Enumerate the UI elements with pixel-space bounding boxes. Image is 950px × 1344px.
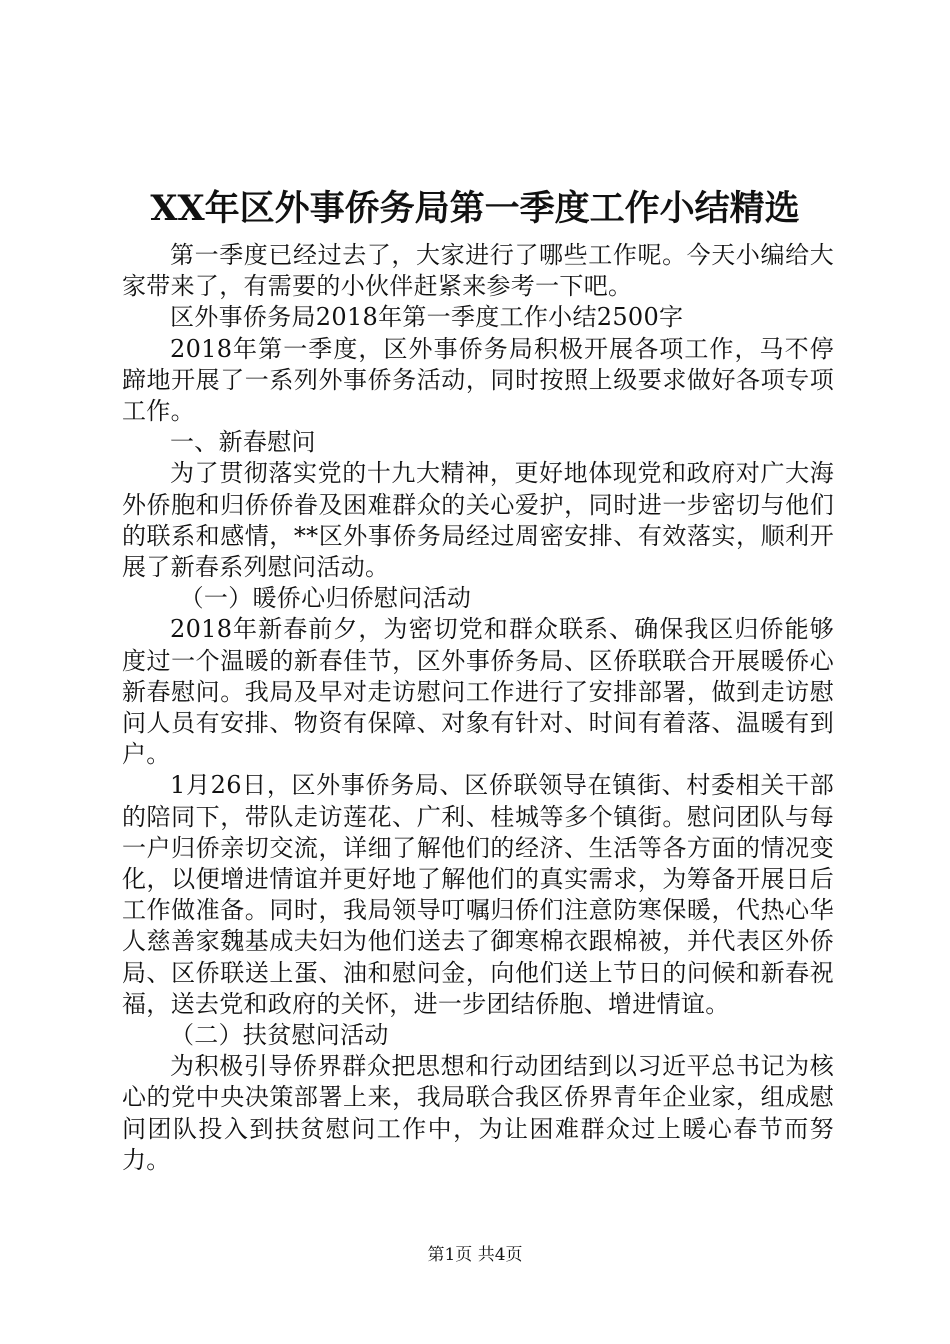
document-body [122,240,834,1176]
subsection-heading-1: （一）暖侨心归侨慰问活动 [179,584,472,613]
subsection-heading-2: （二）扶贫慰问活动 [170,1021,389,1050]
page-number-footer: 第1页 共4页 [427,1245,523,1265]
document-title: XX年区外事侨务局第一季度工作小结精选 [150,188,800,229]
section-heading-1: 一、新春慰问 [170,428,316,457]
paragraph-intro: 第一季度已经过去了，大家进行了哪些工作呢。今天小编给大家带来了，有需要的小伙伴赶紧来参考一下吧。 [122,241,834,301]
paragraph-subsection-2: 为积极引导侨界群众把思想和行动团结到以习近平总书记为核心的党中央决策部署上来，我局联合我区侨界青年企业家，组成慰问团队投入到扶贫慰问工作中，为让困难群众过上暖心春节而努力。 [122,1052,834,1174]
paragraph-section-1: 为了贯彻落实党的十九大精神，更好地体现党和政府对广大海外侨胞和归侨侨眷及困难群众的关心爱护，同时进一步密切与他们的联系和感情，**区外事侨务局经过周密安排、有效落实，顺利开展了新春系列慰问活动。 [122,459,834,582]
paragraph-subsection-1a: 2018年新春前夕，为密切党和群众联系、确保我区归侨能够度过一个温暖的新春佳节，区外事侨务局、区侨联联合开展暖侨心新春慰问。我局及早对走访慰问工作进行了安排部署，做到走访慰问人员有安排、物资有保障、对象有针对、时间有着落、温暖有到户。 [122,615,834,769]
paragraph-subsection-1b: 1月26日，区外事侨务局、区侨联领导在镇街、村委相关干部的陪同下，带队走访莲花、广利、桂城等多个镇街。慰问团队与每一户归侨亲切交流，详细了解他们的经济、生活等各方面的情况变化，以便增进情谊并更好地了解他们的真实需求，为筹备开展日后工作做准备。同时，我局领导叮嘱归侨们注意防寒保暖，代热心华人慈善家魏基成夫妇为他们送去了御寒棉衣跟棉被，并代表区外侨局、区侨联送上蛋、油和慰问金，向他们送上节日的问候和新春祝福，送去党和政府的关怀，进一步团结侨胞、增进情谊。 [122,771,834,1018]
paragraph-overview: 2018年第一季度，区外事侨务局积极开展各项工作，马不停蹄地开展了一系列外事侨务活动，同时按照上级要求做好各项专项工作。 [122,334,834,426]
paragraph-subtitle: 区外事侨务局2018年第一季度工作小结2500字 [170,303,684,332]
